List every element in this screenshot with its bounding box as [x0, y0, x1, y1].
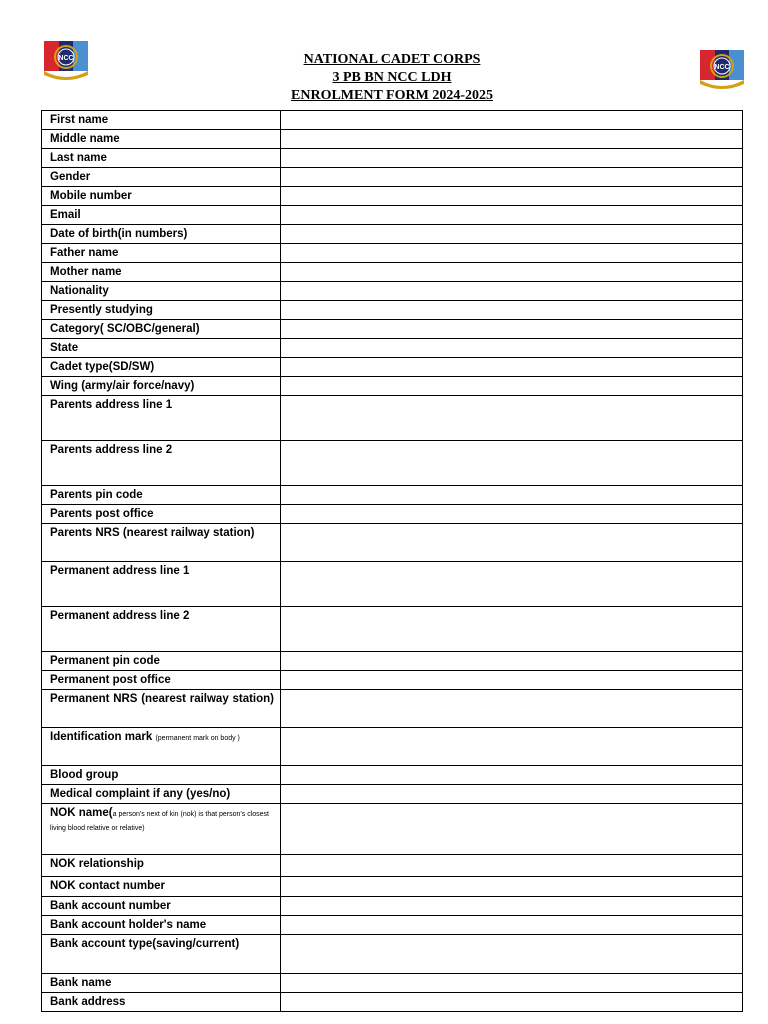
form-row [42, 897, 743, 916]
form-row [42, 244, 743, 263]
field-input[interactable] [281, 320, 743, 339]
field-label: Parents pin code [42, 486, 281, 505]
field-label: Wing (army/air force/navy) [42, 377, 281, 396]
field-input[interactable] [281, 897, 743, 916]
field-label: Permanent NRS (nearest railway station) [42, 690, 281, 728]
form-row [42, 339, 743, 358]
field-input[interactable] [281, 804, 743, 855]
field-label: Bank address [42, 993, 281, 1012]
form-row [42, 974, 743, 993]
form-row [42, 396, 743, 441]
field-input[interactable] [281, 562, 743, 607]
field-input[interactable] [281, 652, 743, 671]
field-input[interactable] [281, 358, 743, 377]
field-label-text: Identification mark [50, 731, 153, 743]
field-label: Middle name [42, 130, 281, 149]
field-input[interactable] [281, 671, 743, 690]
field-input[interactable] [281, 877, 743, 897]
form-header [0, 0, 768, 110]
field-note: a person's next of kin (nok) is that person's closest living blood relative or relative) [50, 811, 269, 832]
form-row [42, 855, 743, 877]
field-label: Permanent post office [42, 671, 281, 690]
field-label: Parents NRS (nearest railway station) [42, 524, 281, 562]
field-input[interactable] [281, 766, 743, 785]
form-row [42, 766, 743, 785]
field-input[interactable] [281, 607, 743, 652]
field-label: Nationality [42, 282, 281, 301]
form-row [42, 486, 743, 505]
ncc-emblem-icon [40, 37, 92, 83]
field-input[interactable] [281, 111, 743, 130]
field-input[interactable] [281, 993, 743, 1012]
form-row [42, 652, 743, 671]
field-label: Email [42, 206, 281, 225]
form-row [42, 263, 743, 282]
field-input[interactable] [281, 524, 743, 562]
field-label: Permanent address line 2 [42, 607, 281, 652]
field-input[interactable] [281, 728, 743, 766]
form-row [42, 187, 743, 206]
form-row [42, 320, 743, 339]
svg-text:NCC: NCC [58, 55, 74, 62]
svg-text:NCC: NCC [714, 64, 730, 71]
form-row [42, 168, 743, 187]
form-row [42, 916, 743, 935]
field-input[interactable] [281, 486, 743, 505]
field-input[interactable] [281, 974, 743, 993]
field-input[interactable] [281, 225, 743, 244]
ncc-emblem-icon [696, 46, 748, 94]
form-row [42, 225, 743, 244]
field-input[interactable] [281, 130, 743, 149]
field-label: Bank name [42, 974, 281, 993]
title-line-2: 3 PB BN NCC LDH [332, 70, 452, 85]
field-label: Parents address line 1 [42, 396, 281, 441]
field-label: Blood group [42, 766, 281, 785]
form-row [42, 441, 743, 486]
field-label: Bank account type(saving/current) [42, 935, 281, 974]
field-label [42, 804, 281, 855]
field-label-text: NOK name( [50, 807, 113, 819]
field-label: Category( SC/OBC/general) [42, 320, 281, 339]
field-input[interactable] [281, 785, 743, 804]
form-row [42, 301, 743, 320]
form-row [42, 505, 743, 524]
field-label: State [42, 339, 281, 358]
field-input[interactable] [281, 263, 743, 282]
enrolment-form-table [41, 110, 743, 1012]
form-row [42, 785, 743, 804]
field-input[interactable] [281, 505, 743, 524]
field-input[interactable] [281, 935, 743, 974]
field-label: Father name [42, 244, 281, 263]
field-note: (permanent mark on body ) [155, 735, 240, 742]
field-label: Date of birth(in numbers) [42, 225, 281, 244]
field-input[interactable] [281, 168, 743, 187]
form-row [42, 282, 743, 301]
form-row [42, 804, 743, 855]
field-label: Mobile number [42, 187, 281, 206]
form-row [42, 524, 743, 562]
form-row [42, 728, 743, 766]
field-label: Presently studying [42, 301, 281, 320]
field-label: Permanent address line 1 [42, 562, 281, 607]
field-input[interactable] [281, 441, 743, 486]
field-input[interactable] [281, 855, 743, 877]
form-row [42, 993, 743, 1012]
form-row [42, 607, 743, 652]
form-row [42, 671, 743, 690]
form-row [42, 149, 743, 168]
field-label: NOK contact number [42, 877, 281, 897]
field-input[interactable] [281, 690, 743, 728]
field-label: Parents address line 2 [42, 441, 281, 486]
form-row [42, 935, 743, 974]
field-input[interactable] [281, 244, 743, 263]
form-row [42, 130, 743, 149]
field-label: Parents post office [42, 505, 281, 524]
field-label: Medical complaint if any (yes/no) [42, 785, 281, 804]
field-label: Gender [42, 168, 281, 187]
field-label: First name [42, 111, 281, 130]
field-input[interactable] [281, 916, 743, 935]
field-label: NOK relationship [42, 855, 281, 877]
field-input[interactable] [281, 396, 743, 441]
form-row [42, 562, 743, 607]
form-row [42, 358, 743, 377]
field-label [42, 728, 281, 766]
field-label: Last name [42, 149, 281, 168]
field-input[interactable] [281, 301, 743, 320]
field-label: Cadet type(SD/SW) [42, 358, 281, 377]
title-line-3: ENROLMENT FORM 2024-2025 [291, 88, 493, 103]
field-label: Bank account holder's name [42, 916, 281, 935]
form-row [42, 877, 743, 897]
field-input[interactable] [281, 149, 743, 168]
field-label: Mother name [42, 263, 281, 282]
field-label: Bank account number [42, 897, 281, 916]
form-row [42, 377, 743, 396]
field-input[interactable] [281, 377, 743, 396]
form-row [42, 111, 743, 130]
form-row [42, 206, 743, 225]
form-row [42, 690, 743, 728]
field-input[interactable] [281, 282, 743, 301]
field-input[interactable] [281, 339, 743, 358]
field-input[interactable] [281, 187, 743, 206]
title-line-1: NATIONAL CADET CORPS [303, 52, 481, 67]
field-label: Permanent pin code [42, 652, 281, 671]
field-input[interactable] [281, 206, 743, 225]
